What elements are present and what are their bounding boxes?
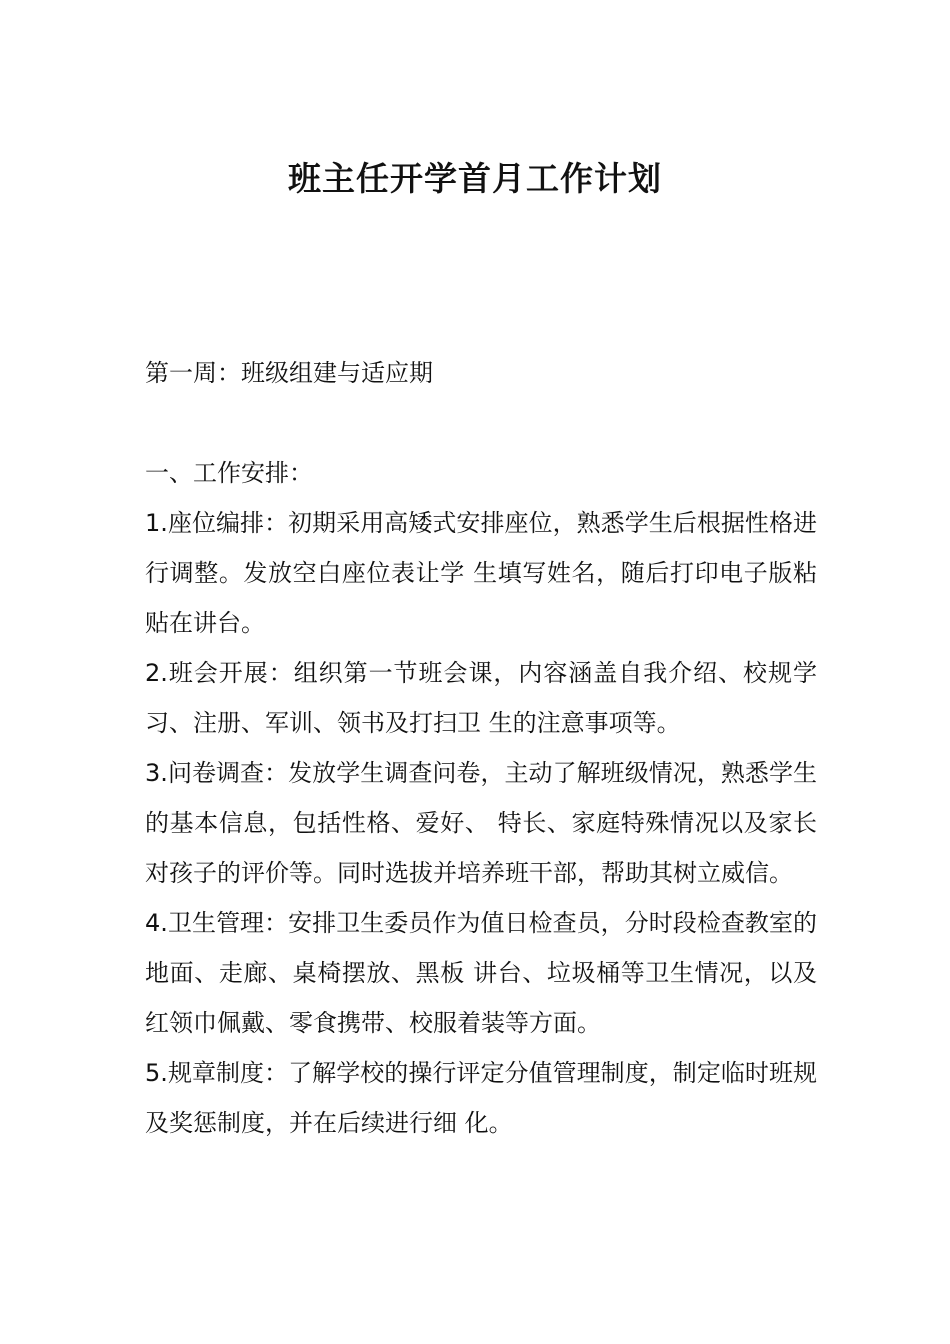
list-item: 5.规章制度：了解学校的操行评定分值管理制度，制定临时班规及奖惩制度，并在后续进行细 化。 [145, 1059, 817, 1137]
document-title: 班主任开学首月工作计划 [288, 159, 662, 198]
list-item: 3.问卷调查：发放学生调查问卷，主动了解班级情况，熟悉学生的基本信息，包括性格、爱好、 特长、家庭特殊情况以及家长对孩子的评价等。同时选拔并培养班干部，帮助其树立威信。 [145, 759, 817, 887]
week-heading: 第一周：班级组建与适应期 [145, 359, 433, 387]
list-item: 2.班会开展：组织第一节班会课，内容涵盖自我介绍、校规学习、注册、军训、领书及打扫卫 生的注意事项等。 [145, 659, 817, 737]
list-item: 4.卫生管理：安排卫生委员作为值日检查员，分时段检查教室的地面、走廊、桌椅摆放、黑板 讲台、垃圾桶等卫生情况，以及红领巾佩戴、零食携带、校服着装等方面。 [145, 909, 817, 1037]
document-body [145, 348, 817, 1148]
list-item: 1.座位编排：初期采用高矮式安排座位，熟悉学生后根据性格进行调整。发放空白座位表让学 生填写姓名，随后打印电子版粘贴在讲台。 [145, 509, 817, 637]
section-heading: 一、工作安排： [145, 459, 313, 487]
